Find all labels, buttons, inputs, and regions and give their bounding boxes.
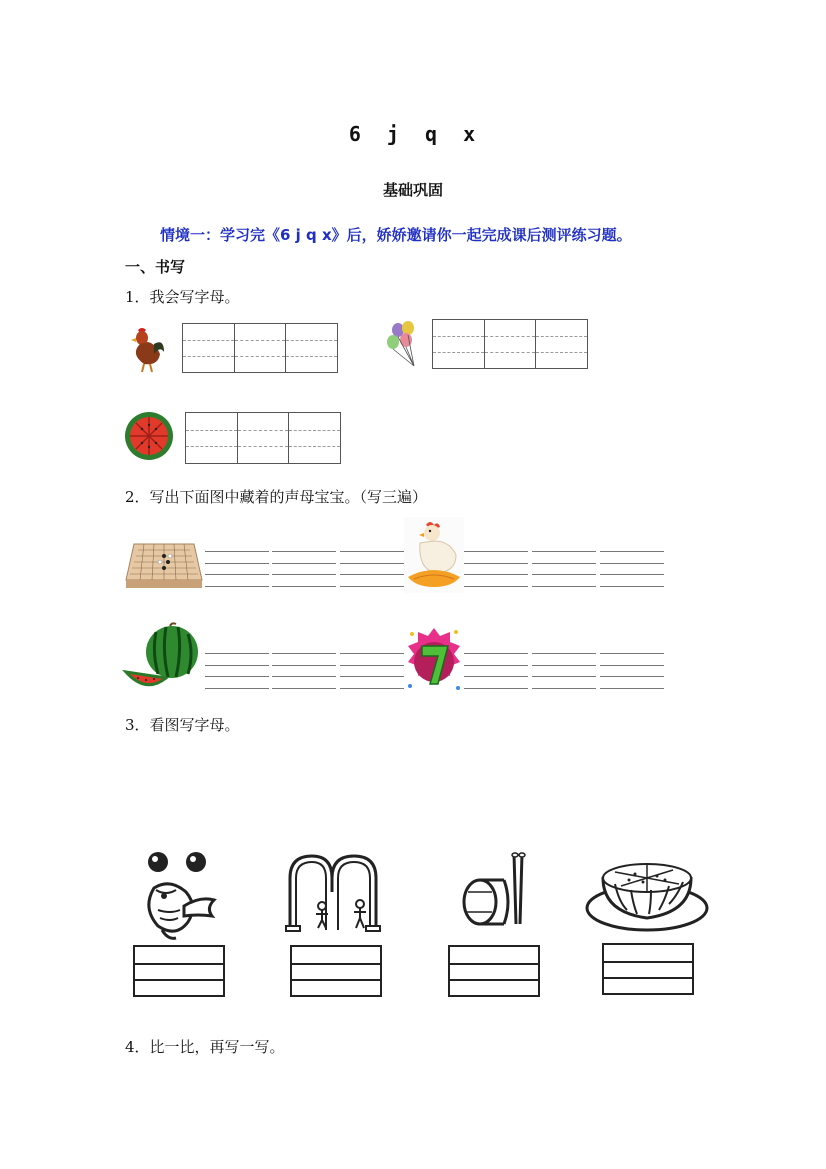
writing-lines[interactable] <box>464 653 528 689</box>
writing-grid-balloons[interactable] <box>432 319 588 369</box>
number-seven-icon <box>404 626 464 696</box>
answer-box-arch[interactable] <box>290 945 382 997</box>
section-subtitle: 基础巩固 <box>382 181 443 199</box>
writing-lines[interactable] <box>532 653 596 689</box>
watermelon-icon <box>124 622 204 692</box>
answer-box-drum[interactable] <box>448 945 540 997</box>
hen-icon <box>404 517 464 593</box>
writing-grid-watermelon[interactable] <box>185 412 341 464</box>
writing-lines[interactable] <box>272 653 336 689</box>
question-1: 1．我会写字母。 <box>125 288 240 306</box>
writing-lines[interactable] <box>205 653 269 689</box>
question-4: 4．比一比，再写一写。 <box>125 1038 285 1056</box>
rooster-icon <box>124 326 166 374</box>
scenario-text: 情境一：学习完《6 j q x》后，娇娇邀请你一起完成课后测评练习题。 <box>160 226 632 244</box>
answer-box-fish[interactable] <box>133 945 225 997</box>
balloons-icon <box>384 320 424 370</box>
question-3: 3．看图写字母。 <box>125 716 240 734</box>
chess-board-icon <box>124 540 204 590</box>
page-title: 6 j q x <box>348 122 478 146</box>
writing-lines[interactable] <box>600 653 664 689</box>
writing-lines[interactable] <box>340 653 404 689</box>
answer-box-melon[interactable] <box>602 943 694 995</box>
writing-lines[interactable] <box>272 551 336 587</box>
writing-lines[interactable] <box>600 551 664 587</box>
arch-kids-icon <box>282 852 382 932</box>
writing-lines[interactable] <box>532 551 596 587</box>
writing-lines[interactable] <box>464 551 528 587</box>
watermelon-slice-icon <box>124 411 174 461</box>
writing-grid-rooster[interactable] <box>182 323 338 373</box>
fish-bubbles-icon <box>134 850 224 942</box>
melon-plate-icon <box>585 854 709 934</box>
writing-lines[interactable] <box>340 551 404 587</box>
question-2: 2．写出下面图中藏着的声母宝宝。（写三遍） <box>125 488 428 506</box>
section-heading-writing: 一、书写 <box>125 258 186 276</box>
writing-lines[interactable] <box>205 551 269 587</box>
drum-icon <box>460 852 530 928</box>
